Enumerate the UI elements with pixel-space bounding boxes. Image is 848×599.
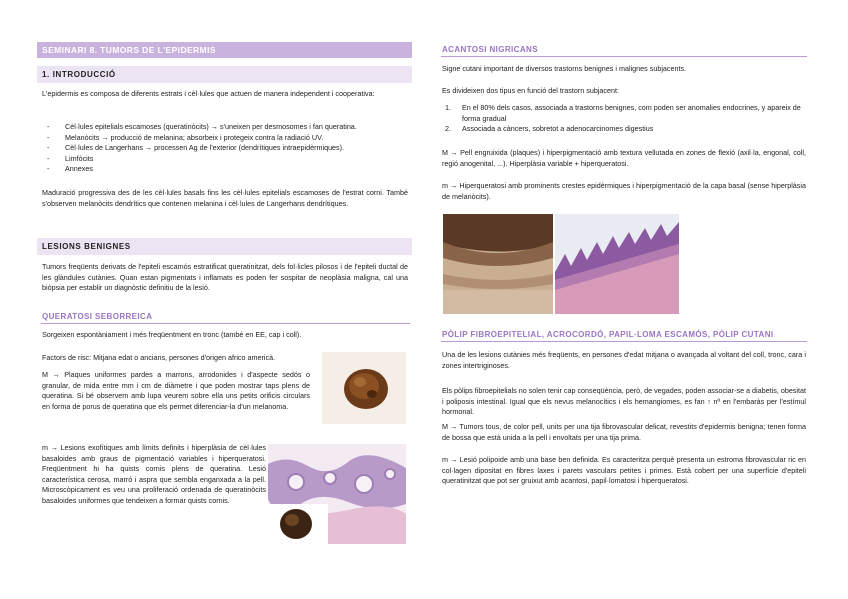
list-number: 2. xyxy=(445,124,451,133)
list-text: Associada a càncers, sobretot a adenocarcinomes digestius xyxy=(462,124,654,133)
benign-text: Tumors freqüents derivats de l'epiteli escamós estratificat queratinitzat, dels fol·licles pilosos i de l'epiteli ductal de les glàndules cutànies. Quan estan pigmentats i inflamats es poden fer sospitar de neoplàsia maligna, cal una biòpsia per establir un diagnòstic definitiu de la lesió. xyxy=(42,262,408,292)
list-item xyxy=(442,103,806,124)
list-item: - Melanòcits → producció de melanina; absorbeix i protegeix contra la radiació UV. xyxy=(45,133,409,144)
list-item xyxy=(442,124,806,135)
polyp-intro: Una de les lesions cutànies més freqüents, en persones d'edat mitjana o avançada al voltant del coll, tronc, cara i zones intertriginoses. xyxy=(442,350,806,370)
acanthosis-nigricans-photo xyxy=(443,214,553,314)
sk-heading: QUERATOSI SEBORREICA xyxy=(41,312,410,324)
seborrheic-keratosis-photo xyxy=(322,352,406,424)
polyp-heading: PÒLIP FIBROEPITELIAL, ACROCORDÓ, PAPIL·LOMA ESCAMÓS, PÒLIP CUTANI xyxy=(441,330,807,342)
seborrheic-keratosis-histology xyxy=(268,444,406,544)
sk-intro: Sorgeixen espontàniament i més freqüentment en tronc (també en EE, cap i coll). xyxy=(42,330,302,339)
an-types-list xyxy=(442,103,806,135)
list-number: 1. xyxy=(445,103,451,112)
sk-macro: M → Plaques uniformes pardes a marrons, arrodonides i d'aspecte sedós o granular, de mida entre mm i cm de diàmetre i que poden mostrar taps plens de queratina. Si bé observem amb lupa veurem sobre ella uns petits orificis circulars en forma de porus de queratina que els permet diferenciar-la d'un melanoma. xyxy=(42,370,310,411)
intro-heading: 1. INTRODUCCIÓ xyxy=(37,66,412,83)
list-item: - Annexes xyxy=(45,164,409,175)
an-micro: m → Hiperqueratosi amb prominents crestes epidèrmiques i hiperpigmentació de la capa basal (sense hiperplàsia de melanòcits). xyxy=(442,181,806,201)
polyp-assoc: Els pòlips fibroepitelials no solen tenir cap conseqüència, però, de vegades, poden associar-se a diabetis, obesitat i poliposis intestinal. Igual que els nevus melanocítics i els hemangiomes, es fan ↑ nº en l'embaràs per l'estímul hormonal. xyxy=(442,386,806,416)
intro-text: L'epidermis es composa de diferents estrats i cèl·lules que actuen de manera independent i cooperativa: xyxy=(42,89,375,98)
list-item: - Limfòcits xyxy=(45,154,409,165)
list-item: - Cèl·lules epitelials escamoses (queratinòcits) → s'uneixen per desmosomes i fan queratina. xyxy=(45,122,409,133)
benign-heading: LESIONS BENIGNES xyxy=(37,238,412,255)
sk-risk: Factors de risc: Mitjana edat o ancians, persones d'origen africo americà. xyxy=(42,353,276,362)
sk-micro: m → Lesions exofítiques amb límits definits i hiperplàsia de cèl·lules basaloides amb graus de pigmentació variables i hiperqueratosi. Freqüentment hi ha quists cornis plens de queratina. Lesió característica cerosa, marró i aspra que sembla enganxada a la pell. Microscòpicament es veu una proliferació ordenada de queratinòcits basaloides uniformes que tendeixen a formar quists cornis. xyxy=(42,443,266,505)
an-macro: M → Pell engruixida (plaques) i hiperpigmentació amb textura vellutada en zones de flexió (axil·la, engonal, coll, regió anogenital, ...). Hiperplàsia variable + hiperqueratosi. xyxy=(442,148,806,168)
an-types-intro: Es divideixen dos tipus en funció del trastorn subjacent: xyxy=(442,86,619,95)
polyp-macro: M → Tumors tous, de color pell, units per una tija fibrovascular delicat, revestits d'epidermis benigna; tenen forma de bossa que està unida a la pell i envoltats per una tija prima. xyxy=(442,422,806,442)
an-intro: Signe cutani important de diversos trastorns benignes i malignes subjacents. xyxy=(442,64,687,73)
list-text: En el 80% dels casos, associada a trastorns benignes, com poden ser anomalies endocrines, y apareix de forma gradual xyxy=(462,103,801,123)
page-title: SEMINARI 8. TUMORS DE L'EPIDERMIS xyxy=(37,42,412,58)
polyp-micro: m → Lesió polipoide amb una base ben definida. Es caracteritza perquè presenta un estroma fibrovascular ric en col·lagen dipositat en fibres laxes i parets vasculars petites i primes. Està cobert per una superfície d'epiteli queratinitzat que pot ser gruixut amb acantosi, papil·lomatosi i hiperqueratosi. xyxy=(442,455,806,485)
maturation-text: Maduració progressiva des de les cèl·lules basals fins les cèl·lules epitelials escamoses de l'estrat corni. També s'observen melanòcits dendrítics que contenen melanina i cèl·lules de Langerhans dendrítiques. xyxy=(42,188,408,208)
list-item: - Cèl·lules de Langerhans → processen Ag de l'exterior (dendrítiques intraepidèrmiques). xyxy=(45,143,409,154)
an-heading: ACANTOSI NIGRICANS xyxy=(441,45,807,57)
acanthosis-nigricans-histology xyxy=(555,214,679,314)
intro-list xyxy=(45,122,409,175)
